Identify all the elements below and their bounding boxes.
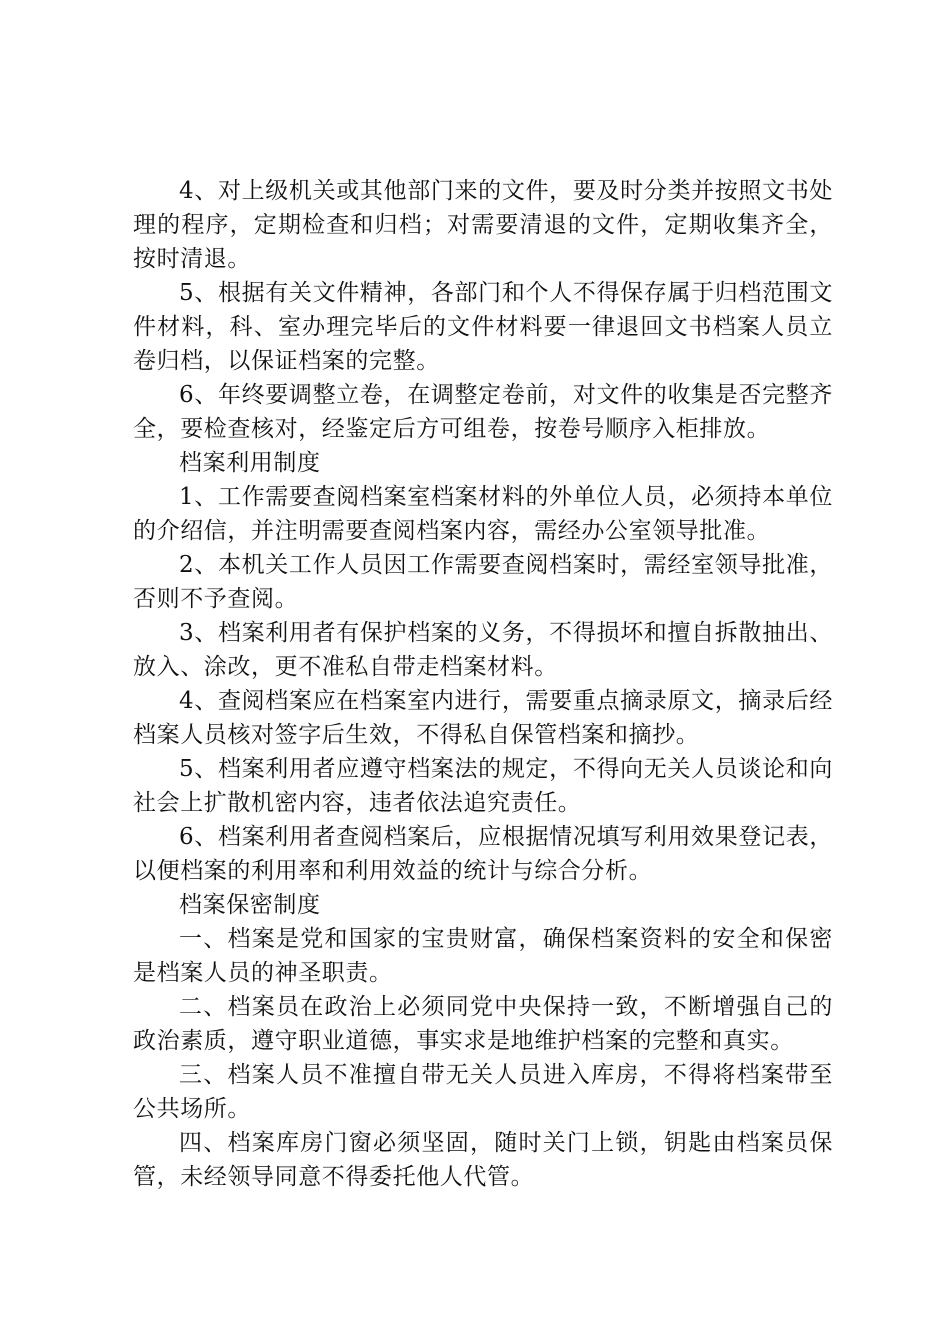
paragraph-secrecy-1: 一、档案是党和国家的宝贵财富，确保档案资料的安全和保密是档案人员的神圣职责。 — [133, 926, 833, 986]
section-heading-archive-use: 档案利用制度 — [179, 450, 321, 476]
paragraph-secrecy-3: 三、档案人员不准擅自带无关人员进入库房，不得将档案带至公共场所。 — [133, 1062, 833, 1122]
paragraph-archiving-4: 4、对上级机关或其他部门来的文件，要及时分类并按照文书处理的程序，定期检查和归档；对需要清退的文件，定期收集齐全，按时清退。 — [133, 178, 833, 272]
paragraph-use-6: 6、档案利用者查阅档案后，应根据情况填写利用效果登记表，以便档案的利用率和利用效益的统计与综合分析。 — [133, 824, 833, 884]
paragraph-use-5: 5、档案利用者应遵守档案法的规定，不得向无关人员谈论和向社会上扩散机密内容，违者依法追究责任。 — [133, 756, 833, 816]
paragraph-use-3: 3、档案利用者有保护档案的义务，不得损坏和擅自拆散抽出、放入、涂改，更不准私自带走档案材料。 — [133, 620, 833, 680]
paragraph-use-2: 2、本机关工作人员因工作需要查阅档案时，需经室领导批准，否则不予查阅。 — [133, 552, 833, 612]
section-heading-archive-secrecy: 档案保密制度 — [179, 892, 321, 918]
paragraph-secrecy-4: 四、档案库房门窗必须坚固，随时关门上锁，钥匙由档案员保管，未经领导同意不得委托他人代管。 — [133, 1130, 833, 1190]
paragraph-archiving-6: 6、年终要调整立卷，在调整定卷前，对文件的收集是否完整齐全，要检查核对，经鉴定后方可组卷，按卷号顺序入柜排放。 — [133, 382, 833, 442]
paragraph-archiving-5: 5、根据有关文件精神，各部门和个人不得保存属于归档范围文件材料，科、室办理完毕后的文件材料要一律退回文书档案人员立卷归档，以保证档案的完整。 — [133, 280, 833, 374]
paragraph-use-1: 1、工作需要查阅档案室档案材料的外单位人员，必须持本单位的介绍信，并注明需要查阅档案内容，需经办公室领导批准。 — [133, 484, 833, 544]
document-body — [133, 174, 833, 1194]
paragraph-secrecy-2: 二、档案员在政治上必须同党中央保持一致，不断增强自己的政治素质，遵守职业道德，事实求是地维护档案的完整和真实。 — [133, 994, 833, 1054]
paragraph-use-4: 4、查阅档案应在档案室内进行，需要重点摘录原文，摘录后经档案人员核对签字后生效，不得私自保管档案和摘抄。 — [133, 688, 833, 748]
